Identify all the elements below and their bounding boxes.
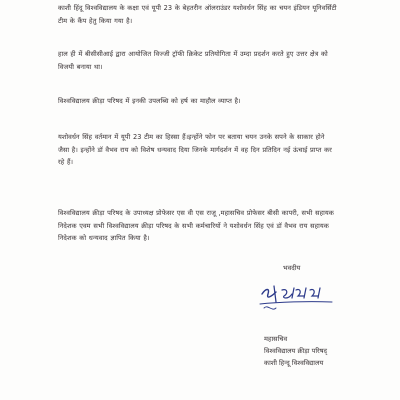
designation-block	[264, 333, 327, 369]
paragraph-line: विश्वविद्यालय क्रीड़ा परिषद के उपाध्यक्ष प्रोफेसर एस वी एस राजू ,महासचिव प्रोफेसर बीसी कापरी, सभी सहायक	[58, 209, 334, 217]
handwritten-signature	[258, 282, 336, 320]
designation-institution: काशी हिन्दू विश्वविद्यालय	[264, 359, 324, 367]
designation-title: महासचिव	[264, 335, 288, 343]
paragraph-line: हाल ही में बीसीसीआई द्वारा आयोजित विज्जी ट्रॉफी क्रिकेट प्रतियोगिता में उम्दा प्रदर्शन करते हुए उत्तर क्षेत्र को	[58, 50, 328, 58]
designation-body: विश्वविद्यालय क्रीड़ा परिषद्	[264, 347, 328, 355]
paragraph-line: निदेशक एवम सभी विश्वविद्यालय क्रीड़ा परिषद के सभी कर्मचारियों ने यशोवर्धन सिंह एवं डॉ वैभव राय सहायक	[58, 221, 329, 230]
paragraph-selection-news	[58, 2, 358, 27]
paragraph-celebration	[58, 95, 358, 108]
paragraph-line: जैसा है। इन्होंने डॉ वैभव राय को विशेष धन्यवाद दिया जिनके मार्गदर्शन में वह दिन प्रतिदिन नई ऊंचाई प्राप्त कर	[58, 145, 332, 154]
paragraph-vizzy-trophy	[58, 48, 358, 73]
paragraph-thanks	[58, 207, 358, 245]
closing-salutation: भवदीय	[283, 264, 301, 272]
paragraph-line: निदेशक को धन्यवाद ज्ञापित किया है।	[58, 234, 150, 242]
paragraph-line: काशी हिंदू विश्वविद्यालय के कक्षा एवं यूपी 23 के बेहतरीन ऑलराउंडर यशोवर्धन सिंह का चयन इंडियन यूनिवर्सिटी	[58, 4, 337, 12]
paragraph-line: विश्वविद्यालय क्रीड़ा परिषद में इनकी उपलब्धि को हर्ष का माहौल व्याप्त है।	[58, 97, 241, 105]
paragraph-line: रहे हैं।	[58, 158, 74, 166]
paragraph-line: विजयी बनाया था।	[58, 62, 103, 71]
paragraph-player-quote	[58, 131, 358, 169]
paragraph-line: टीम के कैंप हेतु किया गया है।	[58, 16, 133, 25]
paragraph-line: यशोवर्धन सिंह वर्तमान में यूपी 23 टीम का हिस्सा हैं।इन्होंने फोन पर बताया चयन उनके सपने के साकार होने	[58, 133, 325, 141]
